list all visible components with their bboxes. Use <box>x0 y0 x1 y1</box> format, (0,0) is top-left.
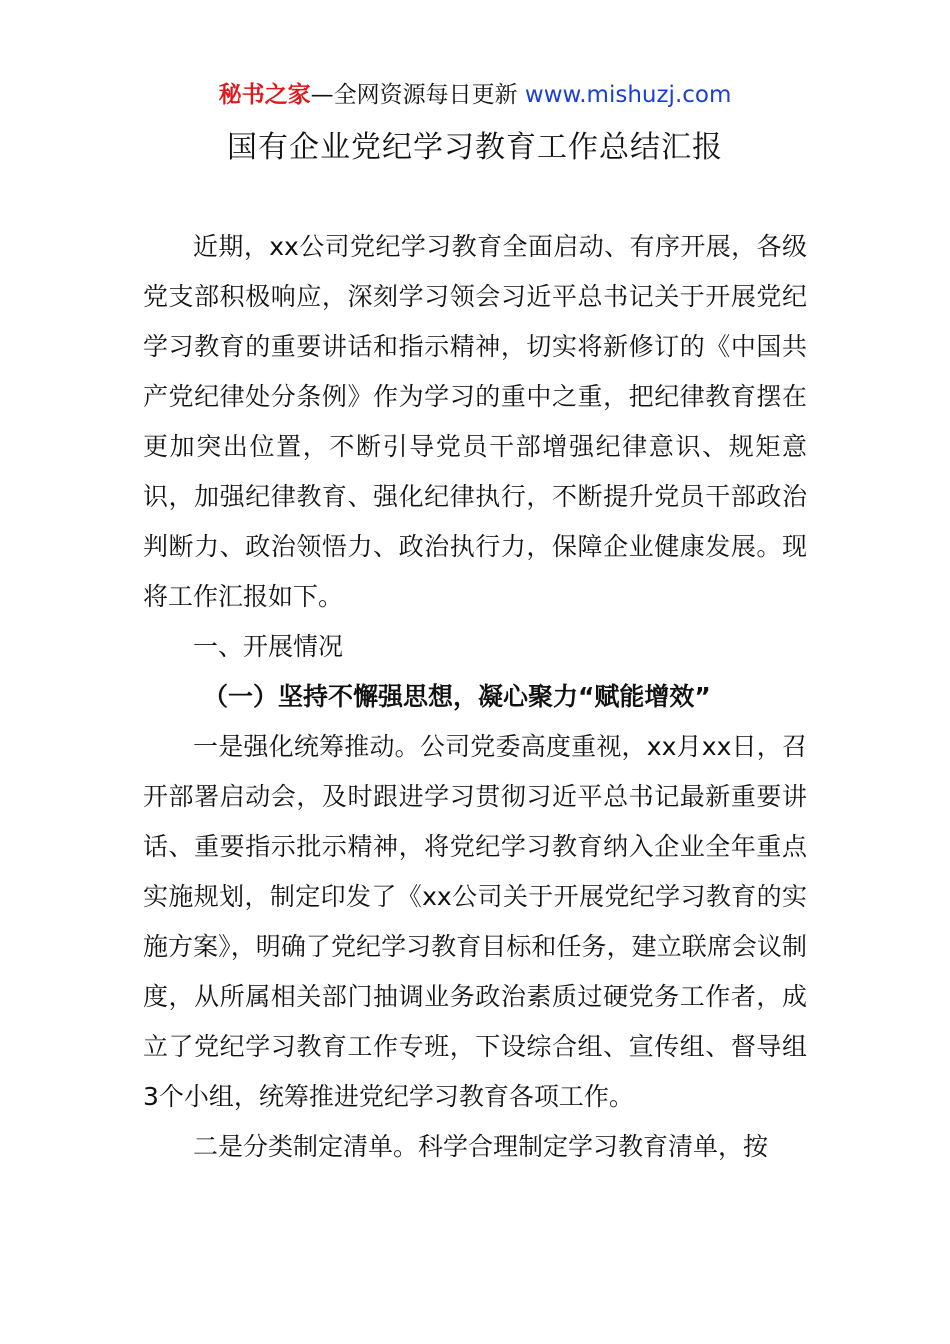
document-title: 国有企业党纪学习教育工作总结汇报 <box>227 130 723 165</box>
section-heading: 一、开展情况 <box>193 632 344 661</box>
header-tagline: —全网资源每日更新 <box>310 82 525 108</box>
subsection-heading: （一）坚持不懈强思想，凝心聚力“赋能增效” <box>203 682 711 711</box>
intro-paragraph: 近期，xx公司党纪学习教育全面启动、有序开展，各级党支部积极响应，深刻学习领会习近平总书记关于开展党纪学习教育的重要讲话和指示精神，切实将新修订的《中国共产党纪律处分条例》作为学习的重中之重，把纪律教育摆在更加突出位置，不断引导党员干部增强纪律意识、规矩意识，加强纪律教育、强化纪律执行，不断提升党员干部政治判断力、政治领悟力、政治执行力，保障企业健康发展。现将工作汇报如下。 <box>143 232 807 611</box>
body-paragraph: 一是强化统筹推动。公司党委高度重视，xx月xx日，召开部署启动会，及时跟进学习贯彻习近平总书记最新重要讲话、重要指示批示精神，将党纪学习教育纳入企业全年重点实施规划，制定印发了《xx公司关于开展党纪学习教育的实施方案》，明确了党纪学习教育目标和任务，建立联席会议制度，从所属相关部门抽调业务政治素质过硬党务工作者，成立了党纪学习教育工作专班，下设综合组、宣传组、督导组3个小组，统筹推进党纪学习教育各项工作。 <box>143 732 807 1111</box>
site-header <box>0 78 950 112</box>
brand-name: 秘书之家 <box>218 82 311 108</box>
body-paragraph: 二是分类制定清单。科学合理制定学习教育清单，按 <box>193 1132 769 1161</box>
site-url[interactable]: www.mishuzj.com <box>524 82 732 108</box>
document-body <box>143 222 807 1172</box>
